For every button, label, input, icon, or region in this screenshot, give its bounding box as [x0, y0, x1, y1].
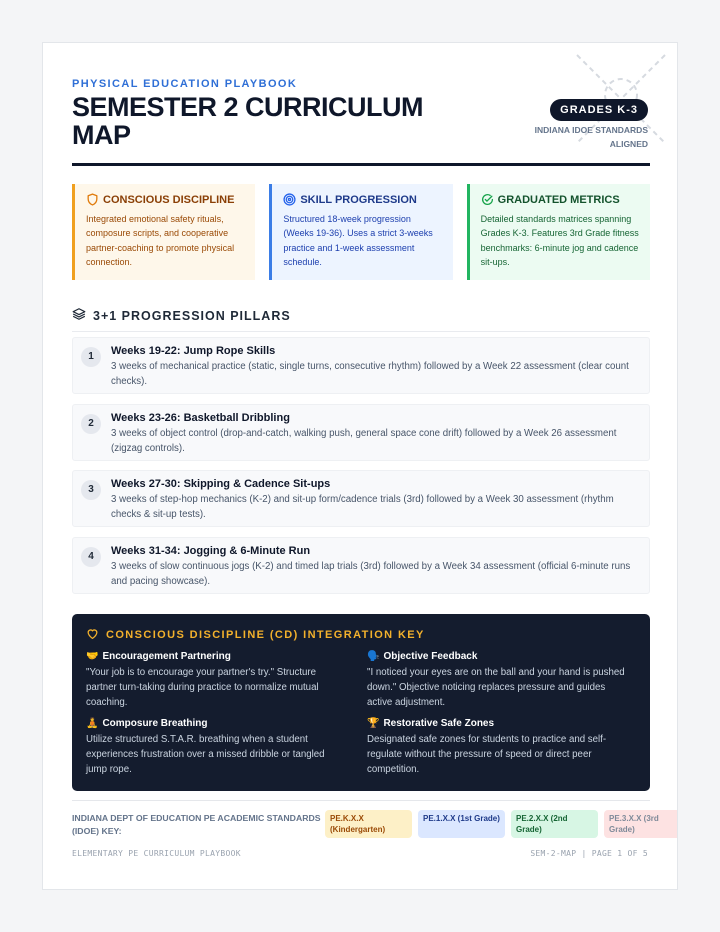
footer-left: ELEMENTARY PE CURRICULUM PLAYBOOK: [72, 849, 241, 858]
eyebrow: PHYSICAL EDUCATION PLAYBOOK: [72, 78, 298, 90]
pillars-heading-text: 3+1 PROGRESSION PILLARS: [93, 308, 291, 323]
feature-cards: [72, 184, 650, 280]
cd-heading-text: CONSCIOUS DISCIPLINE (CD) INTEGRATION KEY: [106, 629, 425, 641]
pillar-item: [72, 404, 650, 461]
target-icon: [283, 193, 296, 206]
footer-right: SEM-2-MAP | PAGE 1 OF 5: [530, 849, 648, 858]
heart-icon: [86, 627, 99, 643]
pillar-description: 3 weeks of object control (drop-and-catch, walking push, general space cone drift) followed by a Week 26 assessment (zigzag controls).: [111, 427, 617, 454]
chip-grade-2: PE.2.X.X (2nd Grade): [511, 810, 598, 838]
chip-grade-1: PE.1.X.X (1st Grade): [418, 810, 505, 838]
check-circle-icon: [481, 193, 494, 206]
key-divider: [72, 800, 650, 801]
standards-chips: [325, 810, 678, 838]
cd-item-body: Utilize structured S.T.A.R. breathing when a student experiences frustration over a missed dribble or tangled jump rope.: [86, 734, 325, 775]
pillar-list: [72, 337, 650, 603]
pillar-title: Weeks 23-26: Basketball Dribbling: [111, 411, 290, 424]
cd-item-body: "I noticed your eyes are on the ball and your hand is pushed down." Objective noticing replaces pressure and guides active adjustment.: [367, 667, 625, 708]
pillar-description: 3 weeks of mechanical practice (static, single turns, consecutive rhythm) followed by a Week 22 assessment (clear count checks).: [111, 361, 629, 387]
pillar-item: [72, 337, 650, 394]
pillar-number: 4: [81, 547, 101, 567]
page-title: SEMESTER 2 CURRICULUM MAP: [72, 92, 424, 150]
standards-note: INDIANA IDOE STANDARDS ALIGNED: [534, 125, 648, 149]
card-body: Structured 18-week progression (Weeks 19-36). Uses a strict 3-weeks practice and 1-week assessment schedule.: [283, 214, 433, 268]
pillar-number: 2: [81, 414, 101, 434]
cd-item-body: "Your job is to encourage your partner's try." Structure partner turn-taking during practice to normalize mutual coaching.: [86, 667, 319, 708]
card-skill-progression: [269, 184, 452, 280]
pillars-heading: [72, 307, 650, 332]
card-title: GRADUATED METRICS: [497, 193, 620, 206]
cd-integration-key: [72, 614, 650, 791]
chip-kindergarten: PE.K.X.X (Kindergarten): [325, 810, 412, 838]
shield-icon: [86, 193, 99, 206]
pillar-description: 3 weeks of step-hop mechanics (K-2) and sit-up form/cadence trials (3rd) followed by a Week 30 assessment (rhythm checks & sit-up tests).: [111, 494, 614, 520]
grade-badge: GRADES K-3: [550, 99, 648, 121]
pillar-number: 3: [81, 480, 101, 500]
cd-heading: [86, 627, 425, 643]
pillar-description: 3 weeks of slow continuous jogs (K-2) and timed lap trials (3rd) followed by a Week 34 assessment (official 6-minute runs and pacing showcase).: [111, 560, 631, 587]
cd-item-title: Objective Feedback: [383, 651, 478, 662]
card-conscious-discipline: [72, 184, 255, 280]
cd-item-breathing: [86, 718, 348, 777]
header-rule: [72, 163, 650, 166]
trophy-icon: 🏆: [367, 718, 380, 729]
cd-item-feedback: [367, 651, 629, 710]
cd-item-safe-zones: [367, 718, 629, 777]
card-title: SKILL PROGRESSION: [300, 193, 417, 206]
layers-icon: [72, 307, 86, 324]
card-body: Detailed standards matrices spanning Grades K-3. Features 3rd Grade fitness benchmarks: 6-minute jog and cadence sit-ups.: [480, 214, 639, 268]
speaking-head-icon: 🗣️: [367, 651, 380, 662]
pillar-title: Weeks 27-30: Skipping & Cadence Sit-ups: [111, 478, 331, 490]
card-graduated-metrics: [467, 184, 650, 280]
pillar-title: Weeks 19-22: Jump Rope Skills: [111, 345, 276, 357]
pillar-item: [72, 537, 650, 594]
pillar-number: 1: [81, 347, 101, 367]
handshake-icon: 🤝: [86, 651, 99, 662]
cd-item-title: Composure Breathing: [102, 718, 208, 729]
card-body: Integrated emotional safety rituals, composure scripts, and cooperative partner-coaching to promote physical connection.: [86, 214, 235, 268]
cd-item-encouragement: [86, 651, 348, 710]
card-title: CONSCIOUS DISCIPLINE: [103, 193, 235, 206]
meditation-icon: 🧘: [86, 718, 99, 729]
standards-key-label: INDIANA DEPT OF EDUCATION PE ACADEMIC STANDARDS (IDOE) KEY:: [72, 813, 321, 836]
page: [42, 42, 678, 890]
chip-grade-3: PE.3.X.X (3rd Grade): [604, 810, 678, 838]
cd-item-body: Designated safe zones for students to practice and self-regulate without the pressure of speed or direct peer competition.: [367, 734, 607, 775]
cd-item-title: Restorative Safe Zones: [383, 718, 495, 729]
pillar-title: Weeks 31-34: Jogging & 6-Minute Run: [111, 544, 311, 557]
pillar-item: [72, 470, 650, 527]
cd-item-title: Encouragement Partnering: [102, 651, 231, 662]
